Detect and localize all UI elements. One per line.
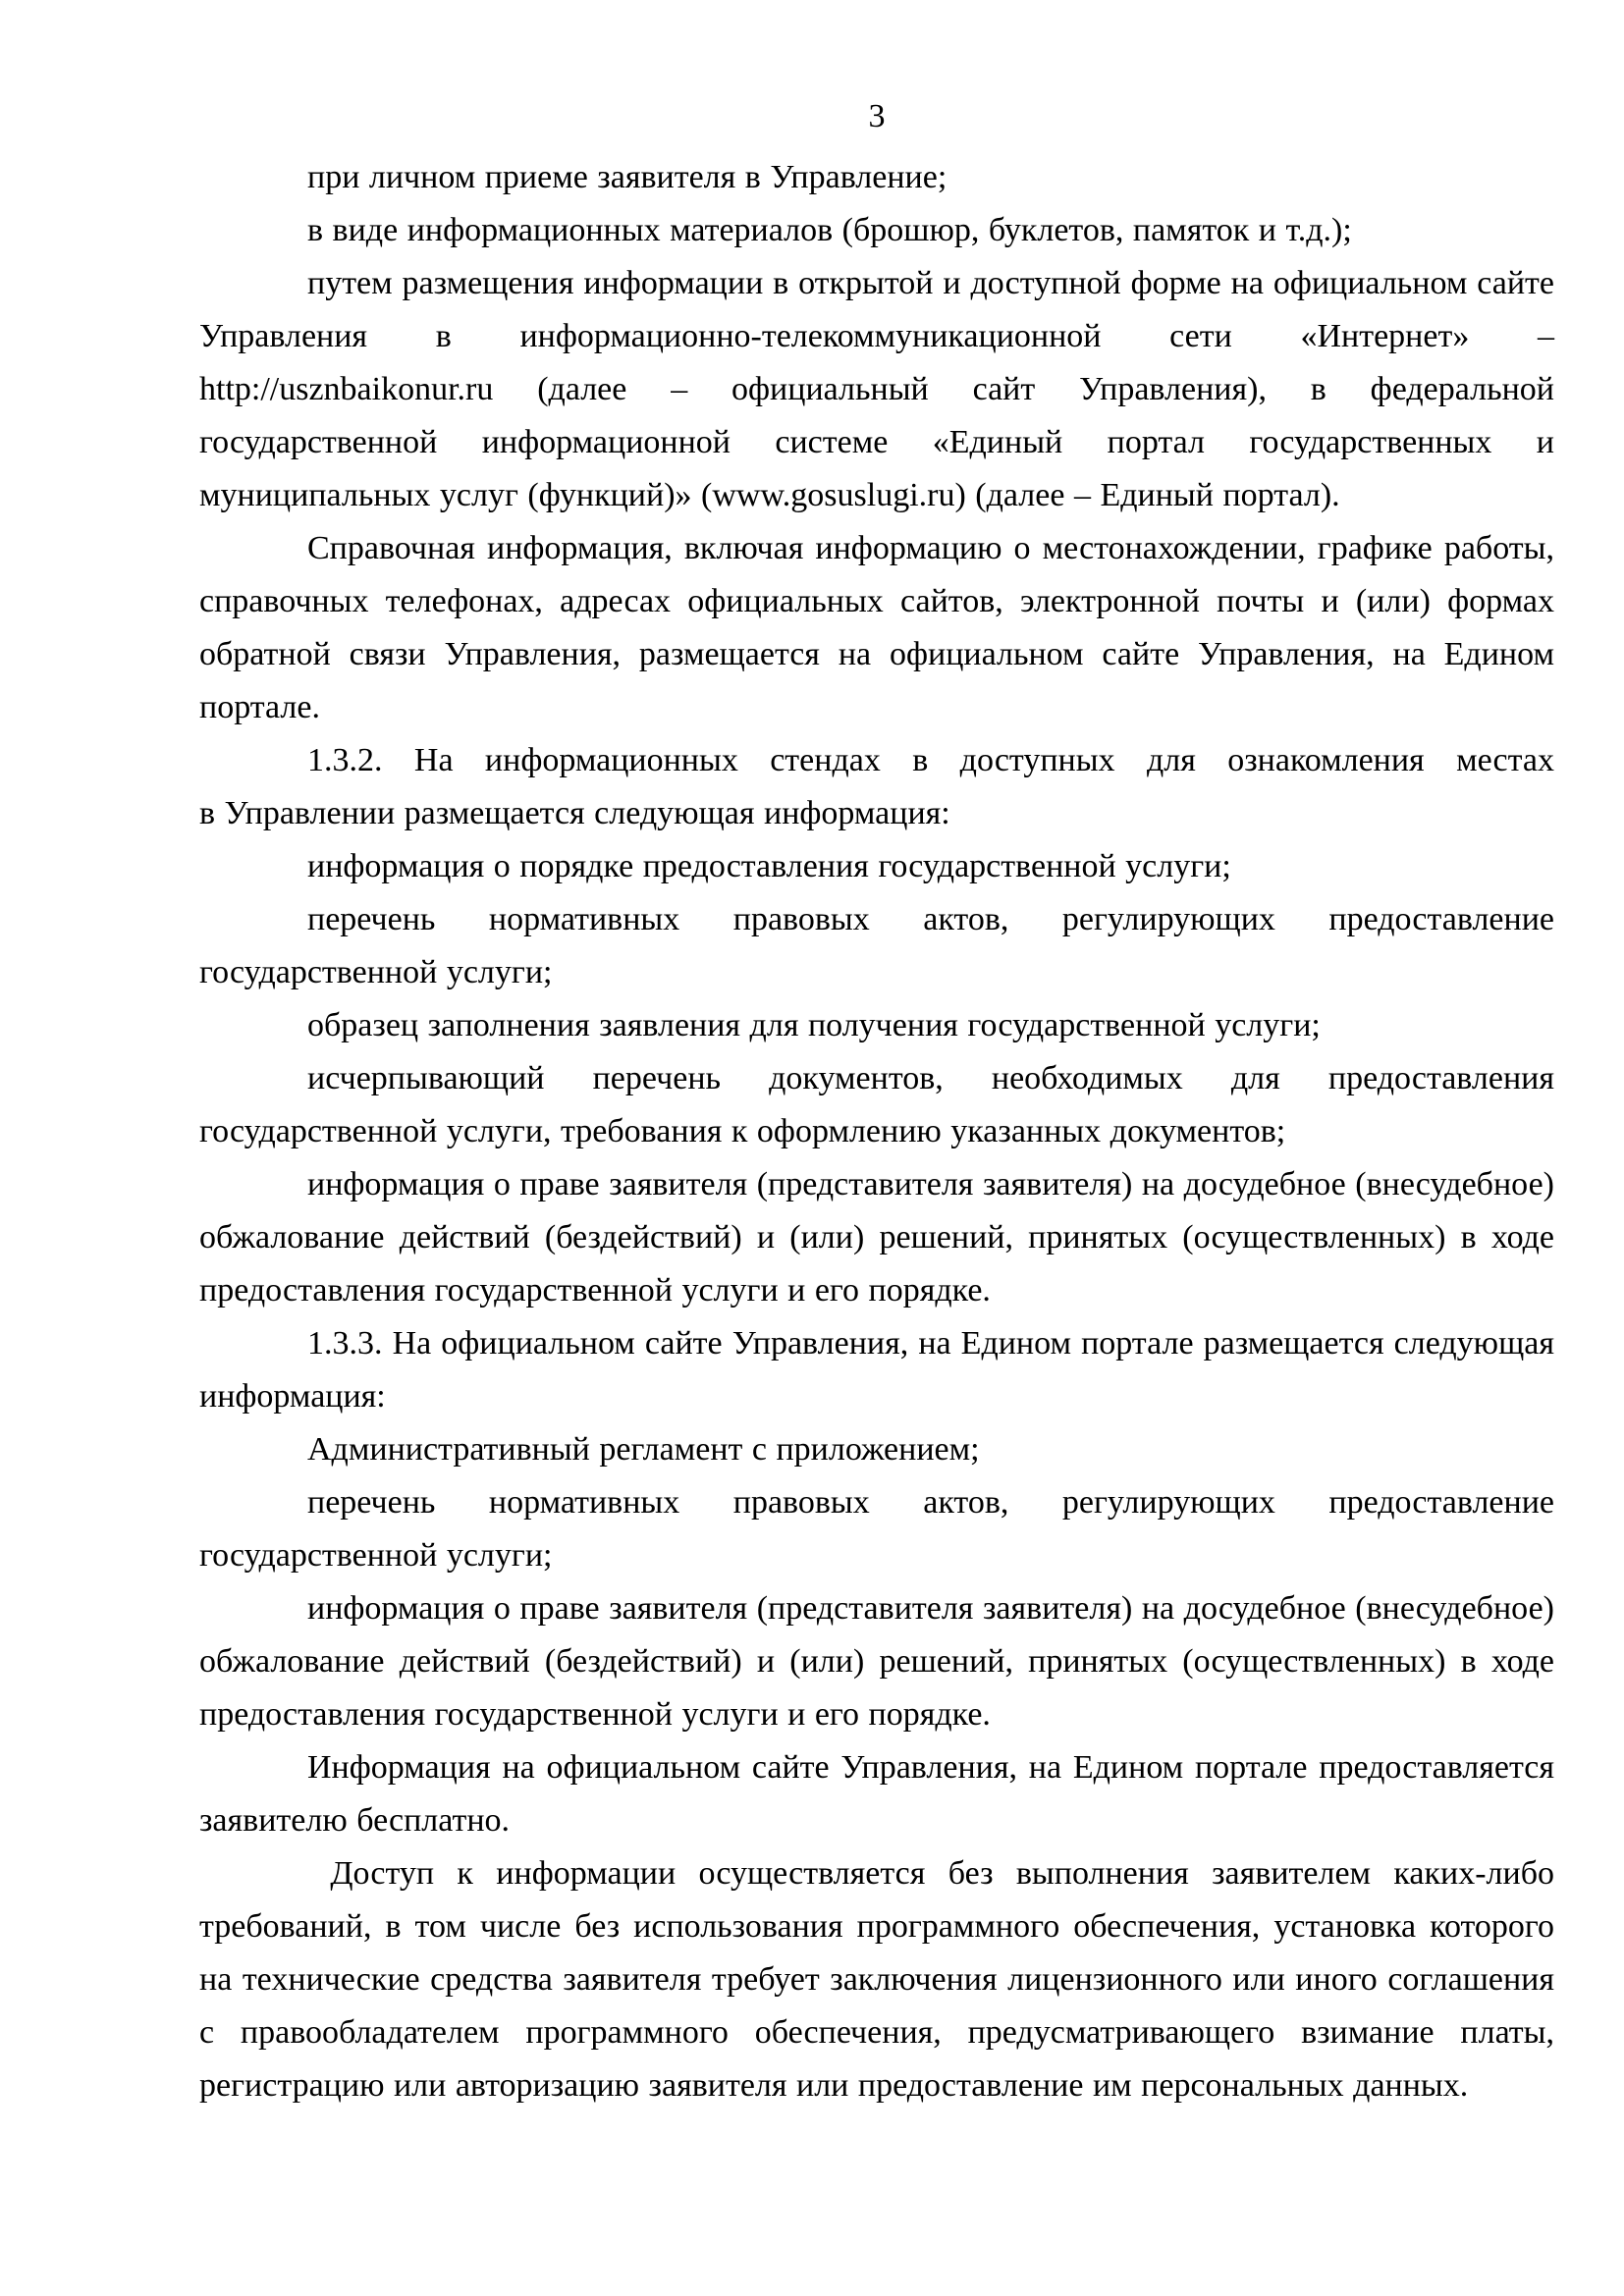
- paragraph: образец заполнения заявления для получения государственной услуги;: [307, 1007, 1321, 1043]
- paragraph: исчерпывающий перечень документов, необходимых для предоставления государственной услуги, требования к оформлению указанных документов;: [199, 1060, 1554, 1149]
- paragraph: информация о праве заявителя (представителя заявителя) на досудебное (внесудебное) обжалование действий (бездействий) и (или) решений, принятых (осуществленных) в ходе предоставления государственной услуги и его порядке.: [199, 1166, 1554, 1308]
- paragraph: в виде информационных материалов (брошюр, буклетов, памяток и т.д.);: [307, 212, 1352, 248]
- paragraph: информация о порядке предоставления государственной услуги;: [307, 848, 1231, 884]
- paragraph: Справочная информация, включая информацию о местонахождении, графике работы, справочных телефонах, адресах официальных сайтов, электронной почты и (или) формах обратной связи Управления, размещается на официальном сайте Управления, на Едином портале.: [199, 530, 1554, 725]
- paragraph: информация о праве заявителя (представителя заявителя) на досудебное (внесудебное) обжалование действий (бездействий) и (или) решений, принятых (осуществленных) в ходе предоставления государственной услуги и его порядке.: [199, 1590, 1554, 1733]
- paragraph: Информация на официальном сайте Управления, на Едином портале предоставляется заявителю бесплатно.: [199, 1749, 1554, 1839]
- page-number: 3: [868, 98, 886, 134]
- paragraph: Административный регламент с приложением;: [307, 1431, 980, 1468]
- paragraph: перечень нормативных правовых актов, регулирующих предоставление государственной услуги;: [199, 1484, 1554, 1574]
- paragraph: 1.3.3. На официальном сайте Управления, на Едином портале размещается следующая информация:: [199, 1325, 1554, 1415]
- paragraph: при личном приеме заявителя в Управление;: [307, 159, 947, 195]
- paragraph: путем размещения информации в открытой и доступной форме на официальном сайте Управления в информационно-телекоммуникационной сети «Интернет» – http://usznbaikonur.ru (далее – официальный сайт Управления), в федеральной государственной информационной системе «Единый портал государственных и муниципальных услуг (функций)» (www.gosuslugi.ru) (далее – Единый портал).: [199, 265, 1554, 513]
- paragraph: перечень нормативных правовых актов, регулирующих предоставление государственной услуги;: [199, 901, 1554, 990]
- document-body: [199, 151, 1554, 2112]
- paragraph: 1.3.2. На информационных стендах в доступных для ознакомления местах в Управлении размещается следующая информация:: [199, 742, 1554, 831]
- paragraph: Доступ к информации осуществляется без выполнения заявителем каких-либо требований, в том числе без использования программного обеспечения, установка которого на технические средства заявителя требует заключения лицензионного или иного соглашения с правообладателем программного обеспечения, предусматривающего взимание платы, регистрацию или авторизацию заявителя или предоставление им персональных данных.: [199, 1855, 1554, 2104]
